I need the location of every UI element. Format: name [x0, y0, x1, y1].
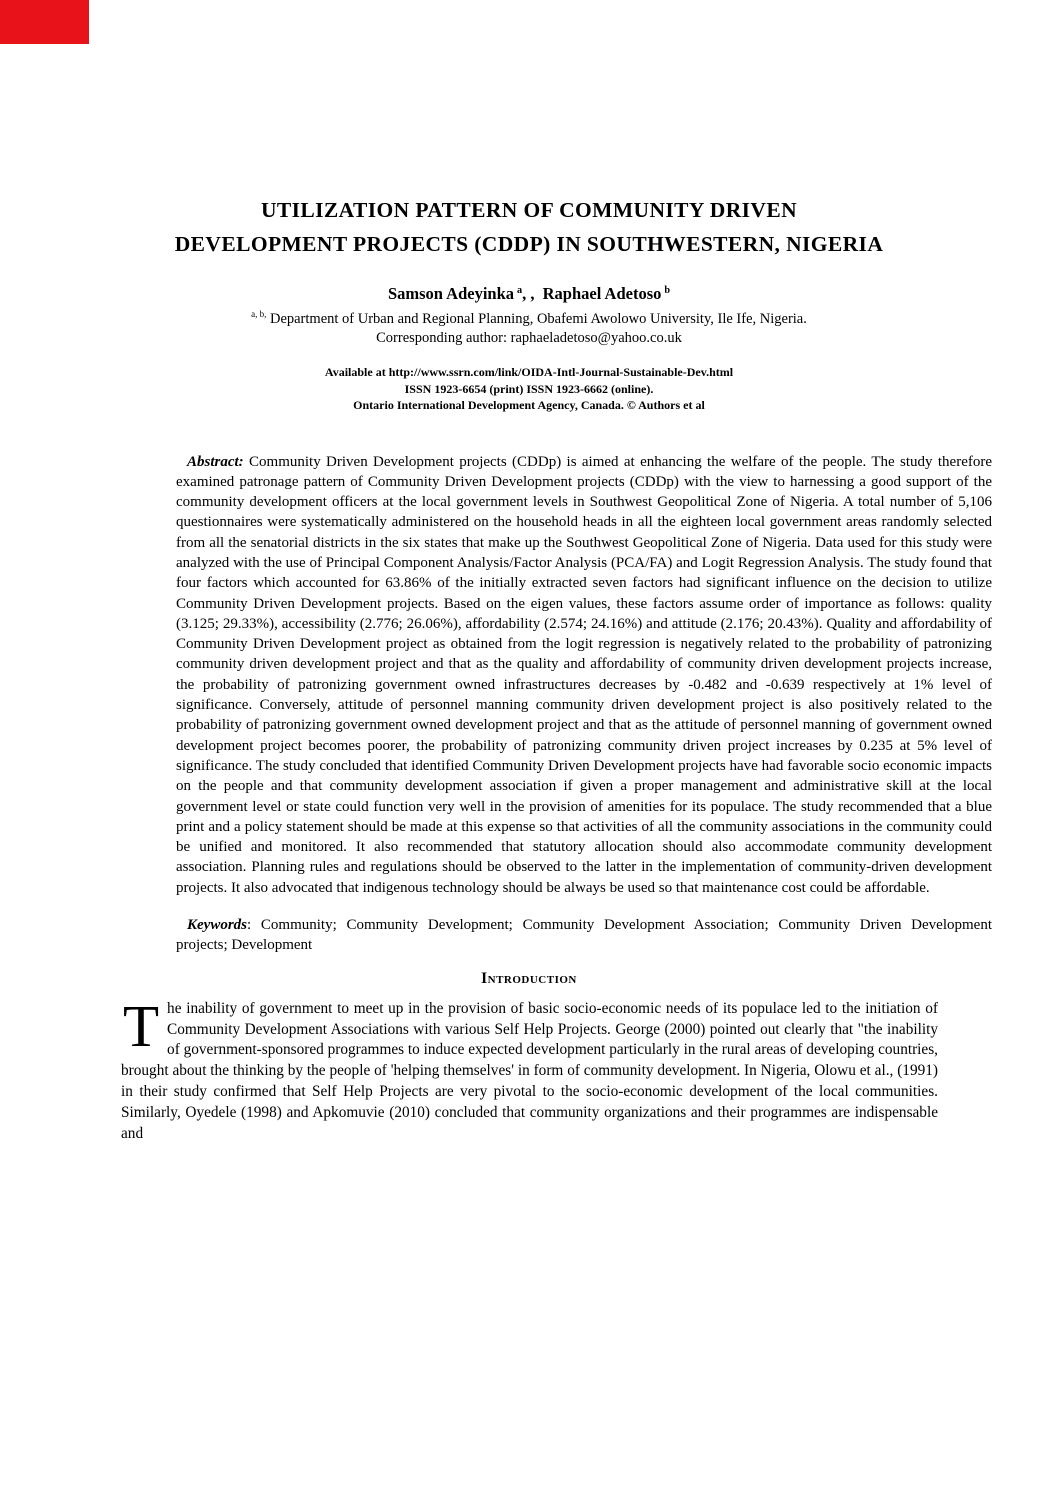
abstract-paragraph: [176, 452, 992, 899]
introduction-heading: Introduction: [481, 969, 577, 987]
authors-separator: , ,: [522, 284, 535, 303]
affiliation-superscript: a, b,: [251, 309, 267, 320]
issn-line: ISSN 1923-6654 (print) ISSN 1923-6662 (online).: [404, 381, 654, 396]
affiliation-text: Department of Urban and Regional Planning, Obafemi Awolowo University, Ile Ife, Nigeria.: [269, 311, 807, 327]
available-at-line: [0, 364, 1058, 381]
keywords-text: : Community; Community Development; Community Development Association; Community Driven Development projects; Development: [176, 917, 992, 954]
paper-title: [0, 0, 1058, 261]
abstract-label: Abstract:: [187, 453, 244, 470]
ssrn-url-link[interactable]: http://www.ssrn.com/link/OIDA-Intl-Journal-Sustainable-Dev.html: [388, 365, 734, 379]
author-2-superscript: b: [664, 284, 671, 296]
paper-title-line-2: DEVELOPMENT PROJECTS (CDDP) IN SOUTHWESTERN, NIGERIA: [174, 232, 884, 256]
keywords-paragraph: [176, 915, 992, 956]
authors-line: [0, 284, 1058, 304]
introduction-text: he inability of government to meet up in the provision of basic socio-economic needs of its populace led to the initiation of Community Development Associations with various Self Help Projects. George (2000) pointed out clearly that "the inability of government-sponsored programmes to induce expected development particularly in the rural areas of developing countries, brought about the thinking by the people of 'helping themselves' in form of community development. In Nigeria, Olowu et al., (1991) in their study confirmed that Self Help Projects are very pivotal to the socio-economic development of the local communities. Similarly, Oyedele (1998) and Apkomuvie (2010) concluded that community organizations and their programmes are indispensable and: [121, 999, 939, 1143]
agency-copyright-line: Ontario International Development Agency, Canada. © Authors et al: [353, 398, 705, 412]
author-1-superscript: a: [517, 284, 523, 296]
publication-info: [0, 364, 1058, 414]
scan-corner-marker: [0, 0, 89, 44]
keywords-label: Keywords: [187, 917, 247, 934]
paper-title-line-1: UTILIZATION PATTERN OF COMMUNITY DRIVEN: [260, 198, 797, 222]
corresponding-email-link[interactable]: raphaeladetoso@yahoo.co.uk: [510, 330, 682, 346]
corresponding-label: Corresponding author:: [376, 330, 508, 346]
introduction-paragraph: [121, 992, 939, 1145]
author-1-name: Samson Adeyinka: [387, 284, 515, 303]
corresponding-author-line: [0, 330, 1058, 347]
author-2-name: Raphael Adetoso: [542, 284, 662, 303]
abstract-text: Community Driven Development projects (CDDp) is aimed at enhancing the welfare of the people. The study therefore examined patronage pattern of Community Driven Development projects (CDDp) with the view to harnessing a good support of the community development officers at the local government levels in Southwest Geopolitical Zone of Nigeria. A total number of 5,106 questionnaires were systematically administered on the household heads in all the eighteen local government areas randomly selected from all the senatorial districts in the six states that make up the Southwest Geopolitical Zone of Nigeria. Data used for this study were analyzed with the use of Principal Component Analysis/Factor Analysis (PCA/FA) and Logit Regression Analysis. The study found that four factors which accounted for 63.86% of the initially extracted seven factors had significant influence on the decision to utilize Community Driven Development projects. Based on the eigen values, these factors assume order of importance as follows: quality (3.125; 29.33%), accessibility (2.776; 26.06%), affordability (2.574; 24.16%) and attitude (2.176; 20.43%). Quality and affordability of Community Driven Development project as obtained from the logit regression is negatively related to the probability of patronizing community driven development project and that as the quality and affordability of community driven development projects increase, the probability of patronizing government owned infrastructures decreases by -0.482 and -0.639 respectively at 1% level of significance. Conversely, attitude of personnel manning community driven development project is also positively related to the probability of patronizing government owned development project and that as the attitude of personnel manning of government owned development project becomes poorer, the probability of patronizing community driven project increases by 0.235 at 5% level of significance. The study concluded that identified Community Driven Development projects have had favorable socio economic impacts on the people and that community development association if given a proper management and administrative skill at the local government level or state could function very well in the provision of amenities for its populace. The study recommended that a blue print and a policy statement should be made at this expense so that activities of all the community associations in the community could be unified and monitored. It also recommended that statutory allocation should also accommodate community development association. Planning rules and regulations should be observed to the latter in the implementation of community-driven development projects. It also advocated that indigenous technology should be always be used so that maintenance cost could be affordable.: [176, 453, 993, 896]
available-label: Available at: [324, 365, 386, 379]
dropcap-letter: T: [123, 992, 160, 1059]
affiliation-line: [0, 311, 1058, 328]
